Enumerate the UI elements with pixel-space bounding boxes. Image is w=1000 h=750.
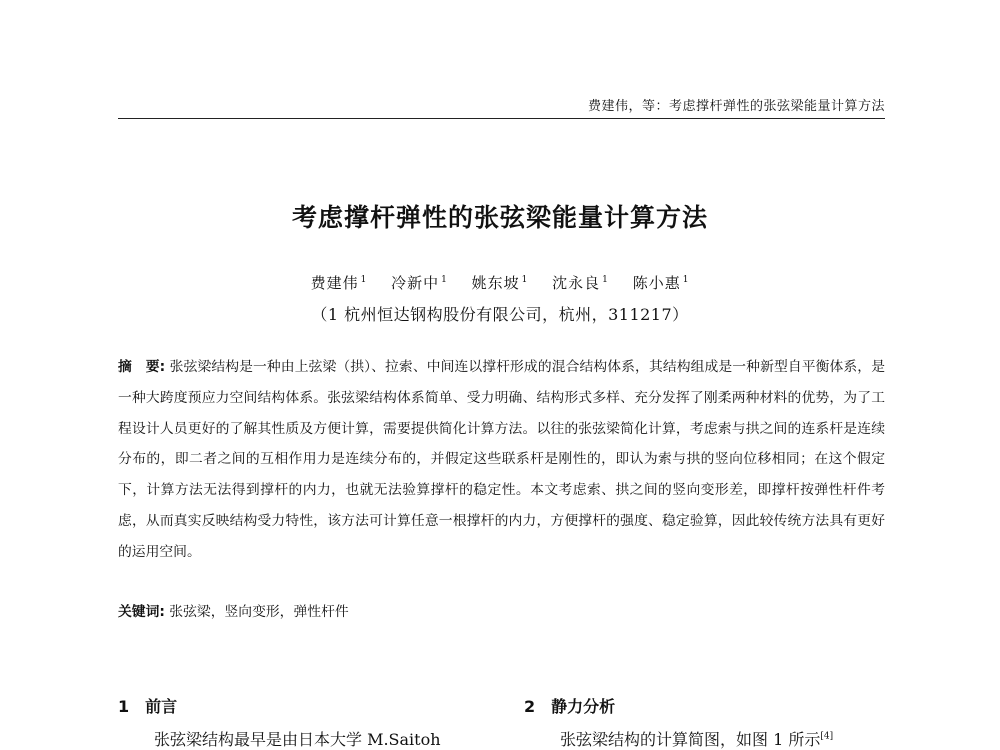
abstract [118, 352, 885, 568]
section-heading-intro: 1 前言 [118, 697, 178, 716]
author: 姚东坡 $^1$ [471, 274, 529, 292]
author: 陈小惠 $^1$ [632, 274, 690, 292]
keywords-text: 张弦梁，竖向变形，弹性杆件 [164, 604, 349, 620]
author: 冷新中 $^1$ [391, 274, 448, 292]
author-list [0, 272, 1000, 293]
abstract-text: 张弦梁结构是一种由上弦梁（拱）、拉索、中间连以撑杆形成的混合结构体系，其结构组成是一种新型自平衡体系，是一种大跨度预应力空间结构体系。张弦梁结构体系简单、受力明确、结构形式多样、充分发挥了刚柔两种材料的优势，为了工程设计人员更好的了解其性质及方便计算，需要提供简化计算方法。以往的张弦梁简化计算，考虑索与拱之间的连系杆是连续分布的，即二者之间的互相作用力是连续分布的，并假定这些联系杆是刚性的，即认为索与拱的竖向位移相同；在这个假定下，计算方法无法得到撑杆的内力，也就无法验算撑杆的稳定性。本文考虑索、拱之间的竖向变形差，即撑杆按弹性杆件考虑，从而真实反映结构受力特性，该方法可计算任意一根撑杆的内力，方便撑杆的强度、稳定验算，因此较传统方法具有更好的运用空间。 [118, 359, 885, 560]
keywords [118, 600, 885, 624]
paper-title: 考虑撑杆弹性的张弦梁能量计算方法 [291, 203, 708, 232]
header-rule [118, 118, 885, 119]
section-heading-static-analysis: 2 静力分析 [524, 697, 616, 716]
abstract-label: 摘 要: [118, 359, 166, 375]
citation: [4] [820, 731, 834, 742]
running-head: 费建伟，等：考虑撑杆弹性的张弦梁能量计算方法 [587, 99, 885, 114]
author: 沈永良 $^1$ [552, 274, 609, 292]
author: 费建伟 $^1$ [310, 274, 368, 292]
body-text: 张弦梁结构的计算简图，如图 1 所示[4] [560, 730, 834, 749]
keywords-label: 关键词: [118, 604, 165, 620]
affiliation: （1 杭州恒达钢构股份有限公司，杭州，311217） [311, 305, 689, 324]
body-text: 张弦梁结构最早是由日本大学 M.Saitoh [154, 730, 441, 749]
